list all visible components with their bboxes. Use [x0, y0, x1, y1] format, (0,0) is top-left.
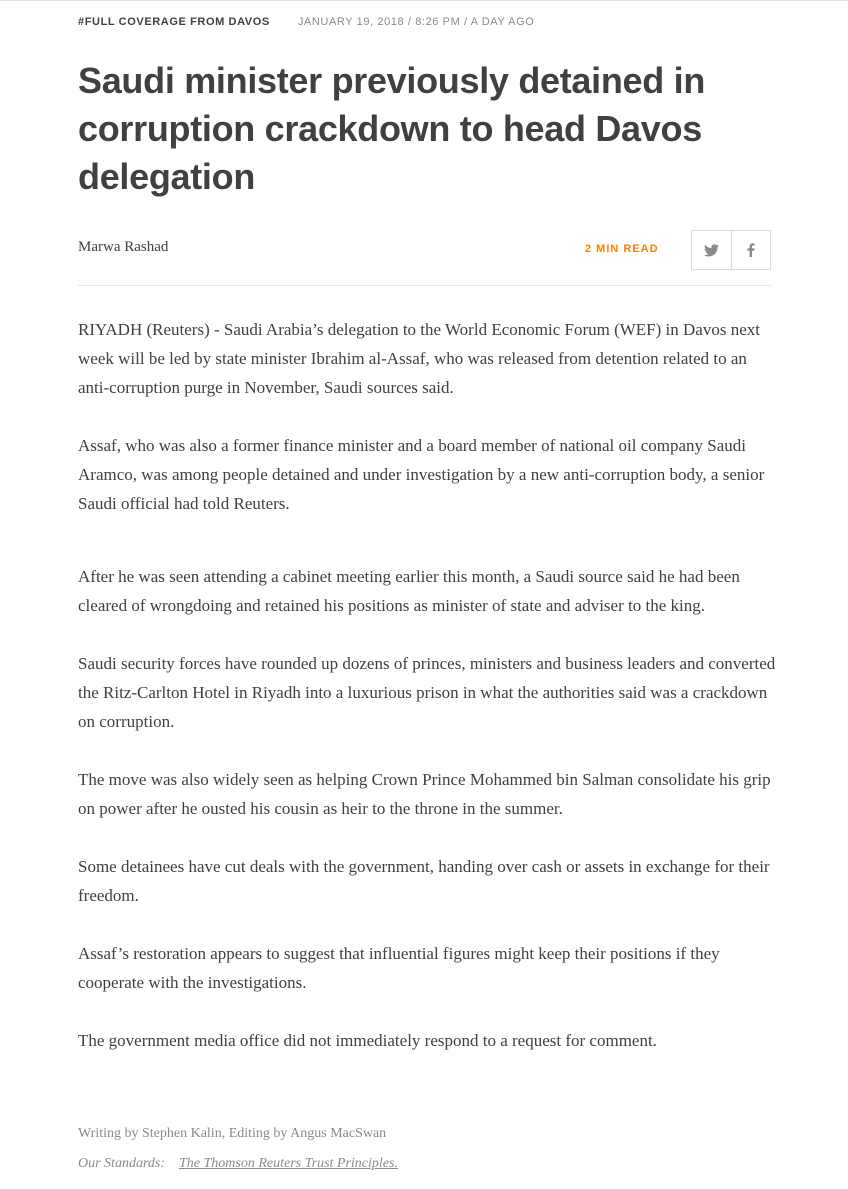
- paragraph: Assaf’s restoration appears to suggest that influential figures might keep their positions if they cooperate with the investigations.: [78, 944, 720, 992]
- paragraph: Saudi security forces have rounded up dozens of princes, ministers and business leaders and converted the Ritz-Carlton Hotel in Riyadh into a luxurious prison in what the authorities said was a crackdown on corruption.: [78, 654, 776, 731]
- header-divider: [78, 285, 771, 286]
- trust-principles-link[interactable]: The Thomson Reuters Trust Principles.: [179, 1156, 398, 1171]
- article-dateline: JANUARY 19, 2018 / 8:26 PM / A DAY AGO: [297, 16, 535, 28]
- paragraph: The move was also widely seen as helping Crown Prince Mohammed bin Salman consolidate his grip on power after he ousted his cousin as heir to the throne in the summer.: [78, 770, 771, 818]
- article-headline: Saudi minister previously detained in corruption crackdown to head Davos delegation: [78, 60, 706, 197]
- paragraph: RIYADH (Reuters) - Saudi Arabia’s delegation to the World Economic Forum (WEF) in Davos next week will be led by state minister Ibrahim al-Assaf, who was released from detention related to an anti-corruption purge in November, Saudi sources said.: [78, 320, 760, 397]
- share-buttons: [691, 230, 771, 270]
- standards-line: [78, 1154, 398, 1174]
- top-divider: [0, 0, 848, 1]
- coverage-kicker-link[interactable]: #FULL COVERAGE FROM DAVOS: [78, 16, 270, 28]
- standards-label: Our Standards:: [78, 1156, 165, 1171]
- paragraph: After he was seen attending a cabinet meeting earlier this month, a Saudi source said he had been cleared of wrongdoing and retained his positions as minister of state and adviser to the king.: [78, 567, 740, 615]
- twitter-icon: [704, 244, 719, 257]
- read-time: 2 MIN READ: [585, 243, 659, 255]
- paragraph: The government media office did not immediately respond to a request for comment.: [78, 1031, 657, 1050]
- paragraph: Some detainees have cut deals with the government, handing over cash or assets in exchange for their freedom.: [78, 857, 770, 905]
- article-meta: [78, 16, 534, 28]
- author-byline[interactable]: Marwa Rashad: [78, 239, 169, 255]
- facebook-icon: [747, 243, 755, 257]
- article-body: [78, 315, 778, 1084]
- twitter-share-button[interactable]: [692, 231, 731, 269]
- article-credits: Writing by Stephen Kalin, Editing by Angus MacSwan: [78, 1126, 387, 1141]
- facebook-share-button[interactable]: [731, 231, 771, 269]
- paragraph: Assaf, who was also a former finance minister and a board member of national oil company Saudi Aramco, was among people detained and under investigation by a new anti-corruption body, a senior Saudi official had told Reuters.: [78, 436, 765, 513]
